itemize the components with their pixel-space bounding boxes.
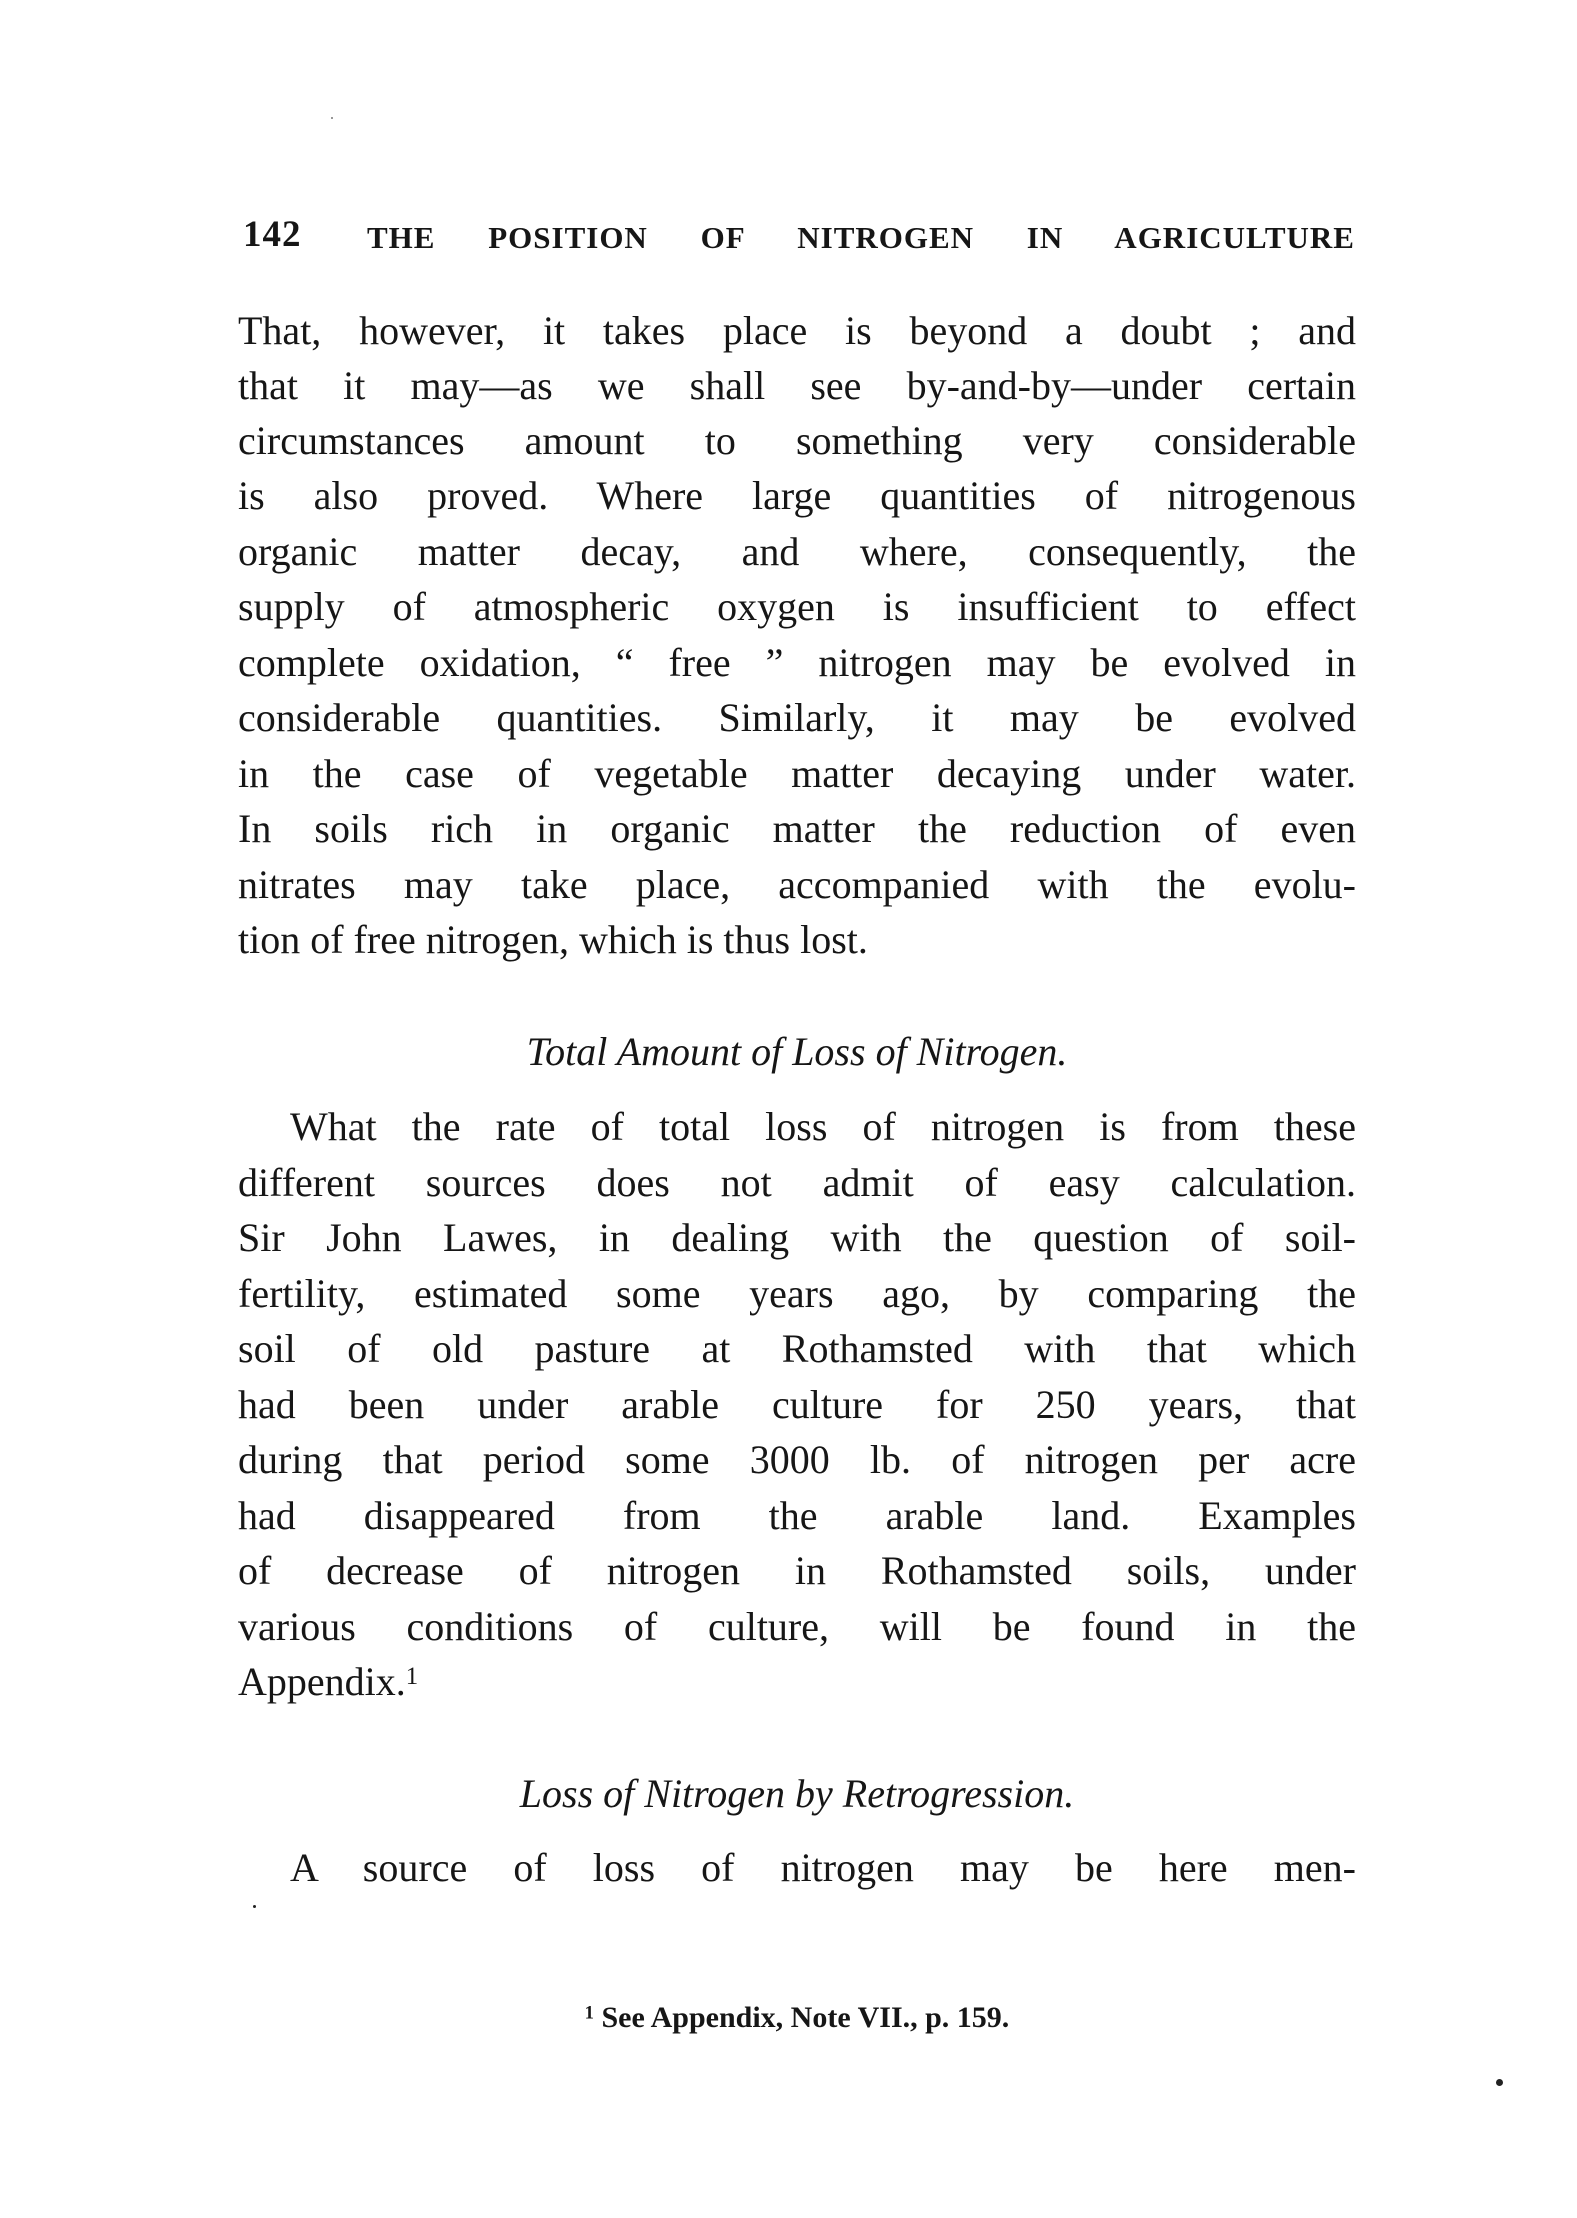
text-line: various conditions of culture, will be found in the [238, 1604, 1356, 1649]
text-line: had disappeared from the arable land. Examples [238, 1493, 1356, 1538]
text-line: organic matter decay, and where, consequently, the [238, 529, 1356, 574]
running-title: THE POSITION OF NITROGEN IN AGRICULTURE [367, 220, 1355, 255]
running-header [243, 210, 1355, 260]
text-line: different sources does not admit of easy calculation. [238, 1160, 1356, 1205]
scan-speck [331, 117, 333, 119]
text-line: nitrates may take place, accompanied with the evolu- [238, 862, 1356, 907]
text-line [238, 1654, 1356, 1710]
text-line: that it may—as we shall see by-and-by—under certain [238, 363, 1356, 408]
section-heading-retrogression: Loss of Nitrogen by Retrogression. [519, 1771, 1075, 1816]
text-line: That, however, it takes place is beyond a doubt ; and [238, 308, 1356, 353]
text-line: considerable quantities. Similarly, it may be evolved [238, 695, 1356, 740]
text-line: What the rate of total loss of nitrogen is from these [290, 1104, 1356, 1149]
text-line: A source of loss of nitrogen may be here men- [290, 1845, 1356, 1890]
text-line: during that period some 3000 lb. of nitrogen per acre [238, 1437, 1356, 1482]
footnote-reference: 1 [405, 1662, 419, 1690]
footnote-marker: 1 [584, 2002, 594, 2024]
text-line: In soils rich in organic matter the reduction of even [238, 806, 1356, 851]
text-line: had been under arable culture for 250 years, that [238, 1382, 1356, 1427]
page-number: 142 [243, 214, 302, 255]
text-line: supply of atmospheric oxygen is insufficient to effect [238, 584, 1356, 629]
text-line: tion of free nitrogen, which is thus lost. [238, 917, 868, 962]
text-line: in the case of vegetable matter decaying under water. [238, 751, 1356, 796]
text-line: is also proved. Where large quantities of nitrogenous [238, 473, 1356, 518]
text-line: Sir John Lawes, in dealing with the question of soil- [238, 1215, 1356, 1260]
scan-speck [1496, 2079, 1503, 2086]
footnote [238, 1995, 1356, 2041]
scan-speck [253, 1905, 256, 1908]
text-line: soil of old pasture at Rothamsted with that which [238, 1326, 1356, 1371]
footnote-text: See Appendix, Note VII., p. 159. [601, 2001, 1010, 2034]
text-line: of decrease of nitrogen in Rothamsted soils, under [238, 1548, 1356, 1593]
text-line: fertility, estimated some years ago, by comparing the [238, 1271, 1356, 1316]
text-line-content: Appendix. [238, 1659, 406, 1704]
text-line: circumstances amount to something very considerable [238, 418, 1356, 463]
section-heading-total-loss: Total Amount of Loss of Nitrogen. [526, 1029, 1068, 1074]
text-line: complete oxidation, “ free ” nitrogen may be evolved in [238, 640, 1356, 685]
